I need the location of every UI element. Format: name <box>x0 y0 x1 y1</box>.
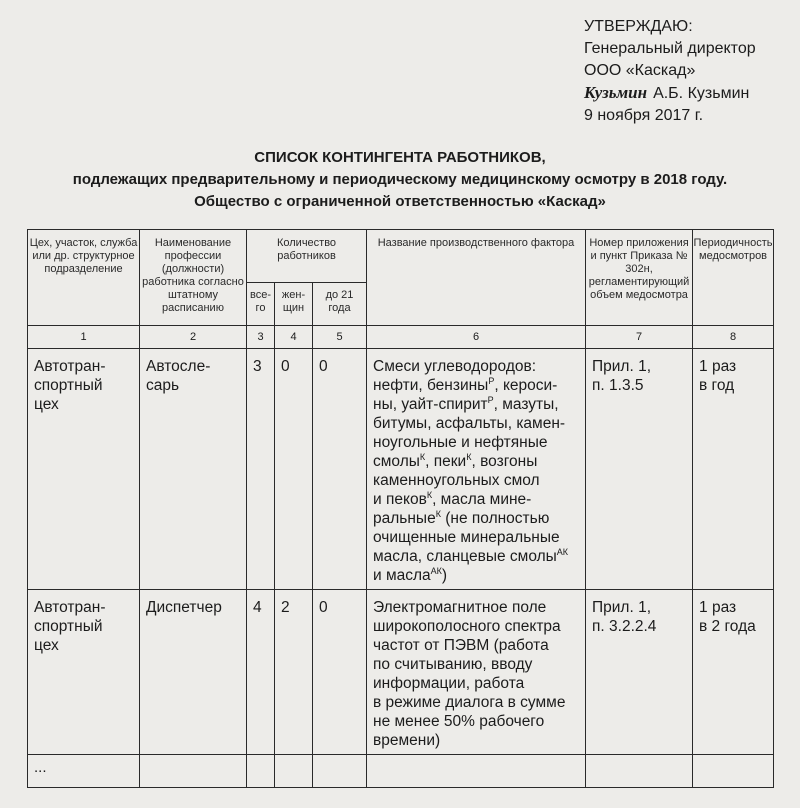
column-number: 3 <box>247 326 275 349</box>
factor-mark: Р <box>488 375 495 386</box>
factor-text: , пеки <box>425 453 467 470</box>
title-line-2: подлежащих предварительному и периодическому медицинскому осмотру в 2018 году. <box>72 171 728 188</box>
factor-mark: АК <box>556 546 569 557</box>
factor-mark: К <box>435 508 441 519</box>
title-line-1: СПИСОК КОНТИНГЕНТА РАБОТНИКОВ, <box>254 149 546 166</box>
factor-text: , возгоны каменноугольных смол и пеков <box>373 453 540 508</box>
header-under21: до 21 года <box>313 283 367 326</box>
factor-text: , масла мине- ральные <box>373 491 532 527</box>
factor-text: и масла <box>373 567 431 584</box>
title-line-3: Общество с ограниченной ответственностью «Каскад» <box>194 193 606 210</box>
approval-heading: УТВЕРЖДАЮ: <box>584 18 693 35</box>
approval-position: Генеральный директор <box>584 40 756 57</box>
cell-factor <box>367 349 586 590</box>
column-number: 8 <box>693 326 774 349</box>
cell-empty <box>313 755 367 788</box>
column-number: 2 <box>140 326 247 349</box>
cell-women: 0 <box>275 349 313 590</box>
approval-date: 9 ноября 2017 г. <box>584 107 704 124</box>
approval-signer: А.Б. Кузьмин <box>653 85 750 102</box>
handwritten-signature: Кузьмин <box>584 83 648 102</box>
factor-mark: АК <box>430 565 442 576</box>
column-number: 7 <box>586 326 693 349</box>
cell-empty <box>140 755 247 788</box>
cell-empty <box>586 755 693 788</box>
approval-block <box>584 16 756 127</box>
header-factor: Название производственного фактора <box>367 230 586 326</box>
cell-period: 1 раз в год <box>693 349 774 590</box>
column-number: 6 <box>367 326 586 349</box>
header-total: все-го <box>247 283 275 326</box>
column-number: 1 <box>28 326 140 349</box>
cell-department: Автотран- спортный цех <box>28 349 140 590</box>
cell-ellipsis: ... <box>28 755 140 788</box>
approval-company: ООО «Каскад» <box>584 62 696 79</box>
header-workers: Количество работников <box>247 230 367 283</box>
cell-under21: 0 <box>313 349 367 590</box>
cell-department: Автотран- спортный цех <box>28 590 140 755</box>
cell-appendix: Прил. 1, п. 3.2.2.4 <box>586 590 693 755</box>
cell-empty <box>693 755 774 788</box>
header-profession: Наименование профессии (должности) работника согласно штатному расписанию <box>140 230 247 326</box>
factor-text: (не полностью очищенные минеральные масла, сланцевые смолы <box>373 510 560 565</box>
approval-signature-line <box>584 82 756 105</box>
factor-text: ) <box>441 567 448 584</box>
cell-empty <box>367 755 586 788</box>
cell-under21: 0 <box>313 590 367 755</box>
cell-empty <box>247 755 275 788</box>
factor-text: Смеси углеводородов: нефти, бензины <box>373 358 537 394</box>
cell-profession: Диспетчер <box>140 590 247 755</box>
header-women: жен-щин <box>275 283 313 326</box>
column-number-row <box>28 326 774 349</box>
factor-text: , кероси- ны, уайт-спирит <box>373 377 558 413</box>
table-row <box>28 590 774 755</box>
cell-period: 1 раз в 2 года <box>693 590 774 755</box>
contingent-table <box>27 229 774 788</box>
factor-mark: К <box>419 451 426 462</box>
column-number: 5 <box>313 326 367 349</box>
cell-women: 2 <box>275 590 313 755</box>
cell-total: 3 <box>247 349 275 590</box>
cell-appendix: Прил. 1, п. 1.3.5 <box>586 349 693 590</box>
table-row-ellipsis <box>28 755 774 788</box>
factor-mark: К <box>426 489 433 500</box>
column-number: 4 <box>275 326 313 349</box>
factor-text: , мазуты, битумы, асфальты, камен- ноугольные и нефтяные смолы <box>373 396 566 470</box>
factor-mark: К <box>466 451 472 462</box>
header-period: Периодичность медосмотров <box>693 230 774 326</box>
factor-mark: Р <box>487 394 494 405</box>
header-row <box>28 230 774 283</box>
cell-factor: Электромагнитное поле широкополосного спектра частот от ПЭВМ (работа по считыванию, вводу информации, работа в режиме диалога в сумме не менее 50% рабочего времени) <box>367 590 586 755</box>
header-department: Цех, участок, служба или др. структурное подразделение <box>28 230 140 326</box>
table-row <box>28 349 774 590</box>
document-title <box>0 147 800 213</box>
header-appendix: Номер приложения и пункт Приказа № 302н, регламентирующий объем медосмотра <box>586 230 693 326</box>
cell-total: 4 <box>247 590 275 755</box>
cell-profession: Автосле- сарь <box>140 349 247 590</box>
cell-empty <box>275 755 313 788</box>
